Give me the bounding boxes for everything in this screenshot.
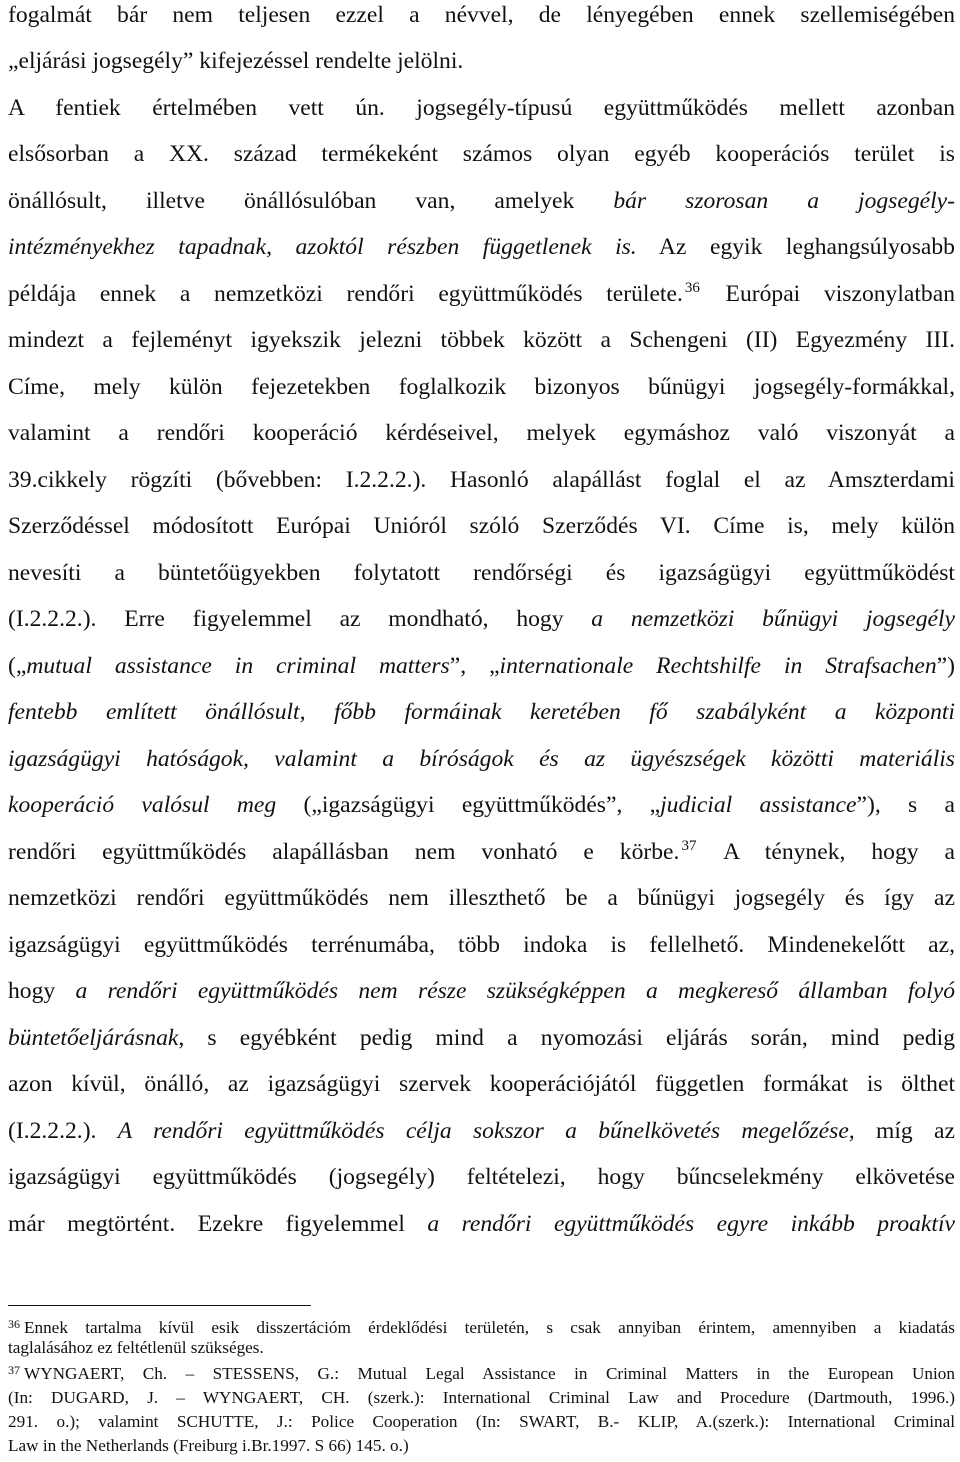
body-line: igazságügyi együttműködés terrénumába, több indoka is fellelhető. Mindenekelőtt az, xyxy=(8,932,955,958)
body-line: („mutual assistance in criminal matters”, „internationale Rechtshilfe in Strafsachen”) xyxy=(8,653,955,679)
footnote: $^{36}$ Ennek tartalma kívül esik disszertációm érdeklődési területén, s csak annyiban érintem, amennyiben a kiadatás xyxy=(8,1318,955,1337)
body-line: hogy a rendőri együttműködés nem része szükségképpen a megkereső államban folyó xyxy=(8,978,955,1004)
footnote-continuation: taglalásához ez feltétlenül szükséges. xyxy=(8,1338,264,1357)
body-line: elsősorban a XX. század termékeként számos olyan egyéb kooperációs terület is xyxy=(8,141,955,167)
footnote-separator xyxy=(8,1305,311,1306)
body-line: rendőri együttműködés alapállásban nem vonható e körbe. $^{37}$ A ténynek, hogy a xyxy=(8,838,955,865)
body-line: nemzetközi rendőri együttműködés nem illeszthető be a bűnügyi jogsegély és így az xyxy=(8,885,955,911)
body-line: Szerződéssel módosított Európai Unióról szóló Szerződés VI. Címe is, mely külön xyxy=(8,513,955,539)
body-line: 39.cikkely rögzíti (bővebben: I.2.2.2.). Hasonló alapállást foglal el az Amszterdami xyxy=(8,467,955,493)
body-line: már megtörtént. Ezekre figyelemmel a rendőri együttműködés egyre inkább proaktív xyxy=(8,1211,955,1237)
body-line: fogalmát bár nem teljesen ezzel a névvel, de lényegében ennek szellemiségében xyxy=(8,2,955,28)
body-line: igazságügyi együttműködés (jogsegély) feltételezi, hogy bűncselekmény elkövetése xyxy=(8,1164,955,1190)
body-line: büntetőeljárásnak, s egyébként pedig mind a nyomozási eljárás során, mind pedig xyxy=(8,1025,955,1051)
body-line: igazságügyi hatóságok, valamint a bíróságok és az ügyészségek közötti materiális xyxy=(8,746,955,772)
body-line: valamint a rendőri kooperáció kérdéseivel, melyek egymáshoz való viszonyát a xyxy=(8,420,955,446)
body-line: nevesíti a büntetőügyekben folytatott rendőrségi és igazságügyi együttműködést xyxy=(8,560,955,586)
footnote-continuation: (In: DUGARD, J. – WYNGAERT, CH. (szerk.): International Criminal Law and Procedure (Dartmouth, 1996.) xyxy=(8,1388,955,1407)
body-line: „eljárási jogsegély” kifejezéssel rendelte jelölni. xyxy=(8,48,464,74)
body-line: önállósult, illetve önállósulóban van, amelyek bár szorosan a jogsegély- xyxy=(8,188,955,214)
body-line: A fentiek értelmében vett ún. jogsegély-típusú együttműködés mellett azonban xyxy=(8,95,955,121)
body-line: fentebb említett önállósult, főbb formáinak keretében fő szabályként a központi xyxy=(8,699,955,725)
body-line: kooperáció valósul meg („igazságügyi együttműködés”, „judicial assistance”), s a xyxy=(8,792,955,818)
body-line: példája ennek a nemzetközi rendőri együttműködés területe. $^{36}$ Európai viszonylatban xyxy=(8,280,955,307)
body-line: Címe, mely külön fejezetekben foglalkozik bizonyos bűnügyi jogsegély-formákkal, xyxy=(8,374,955,400)
body-line: intézményekhez tapadnak, azoktól részben függetlenek is. Az egyik leghangsúlyosabb xyxy=(8,234,955,260)
footnote-number: 36 xyxy=(8,1318,20,1331)
footnote-number: 37 xyxy=(8,1364,20,1377)
body-line: mindezt a fejleményt igyekszik jelezni többek között a Schengeni (II) Egyezmény III. xyxy=(8,327,955,353)
footnote-ref: 37 xyxy=(681,838,697,854)
footnote-ref: 36 xyxy=(684,280,700,296)
body-line: azon kívül, önálló, az igazságügyi szervek kooperációjától független formákat is ölthet xyxy=(8,1071,955,1097)
body-line: (I.2.2.2.). Erre figyelemmel az mondható, hogy a nemzetközi bűnügyi jogsegély xyxy=(8,606,955,632)
footnote-continuation: 291. o.); valamint SCHUTTE, J.: Police Cooperation (In: SWART, B.- KLIP, A.(szerk.): International Criminal xyxy=(8,1412,955,1431)
body-line: (I.2.2.2.). A rendőri együttműködés célja sokszor a bűnelkövetés megelőzése, míg az xyxy=(8,1118,955,1144)
footnote-continuation: Law in the Netherlands (Freiburg i.Br.1997. S 66) 145. o.) xyxy=(8,1436,409,1455)
footnote: $^{37}$ WYNGAERT, Ch. – STESSENS, G.: Mutual Legal Assistance in Criminal Matters in the European Union xyxy=(8,1364,955,1383)
